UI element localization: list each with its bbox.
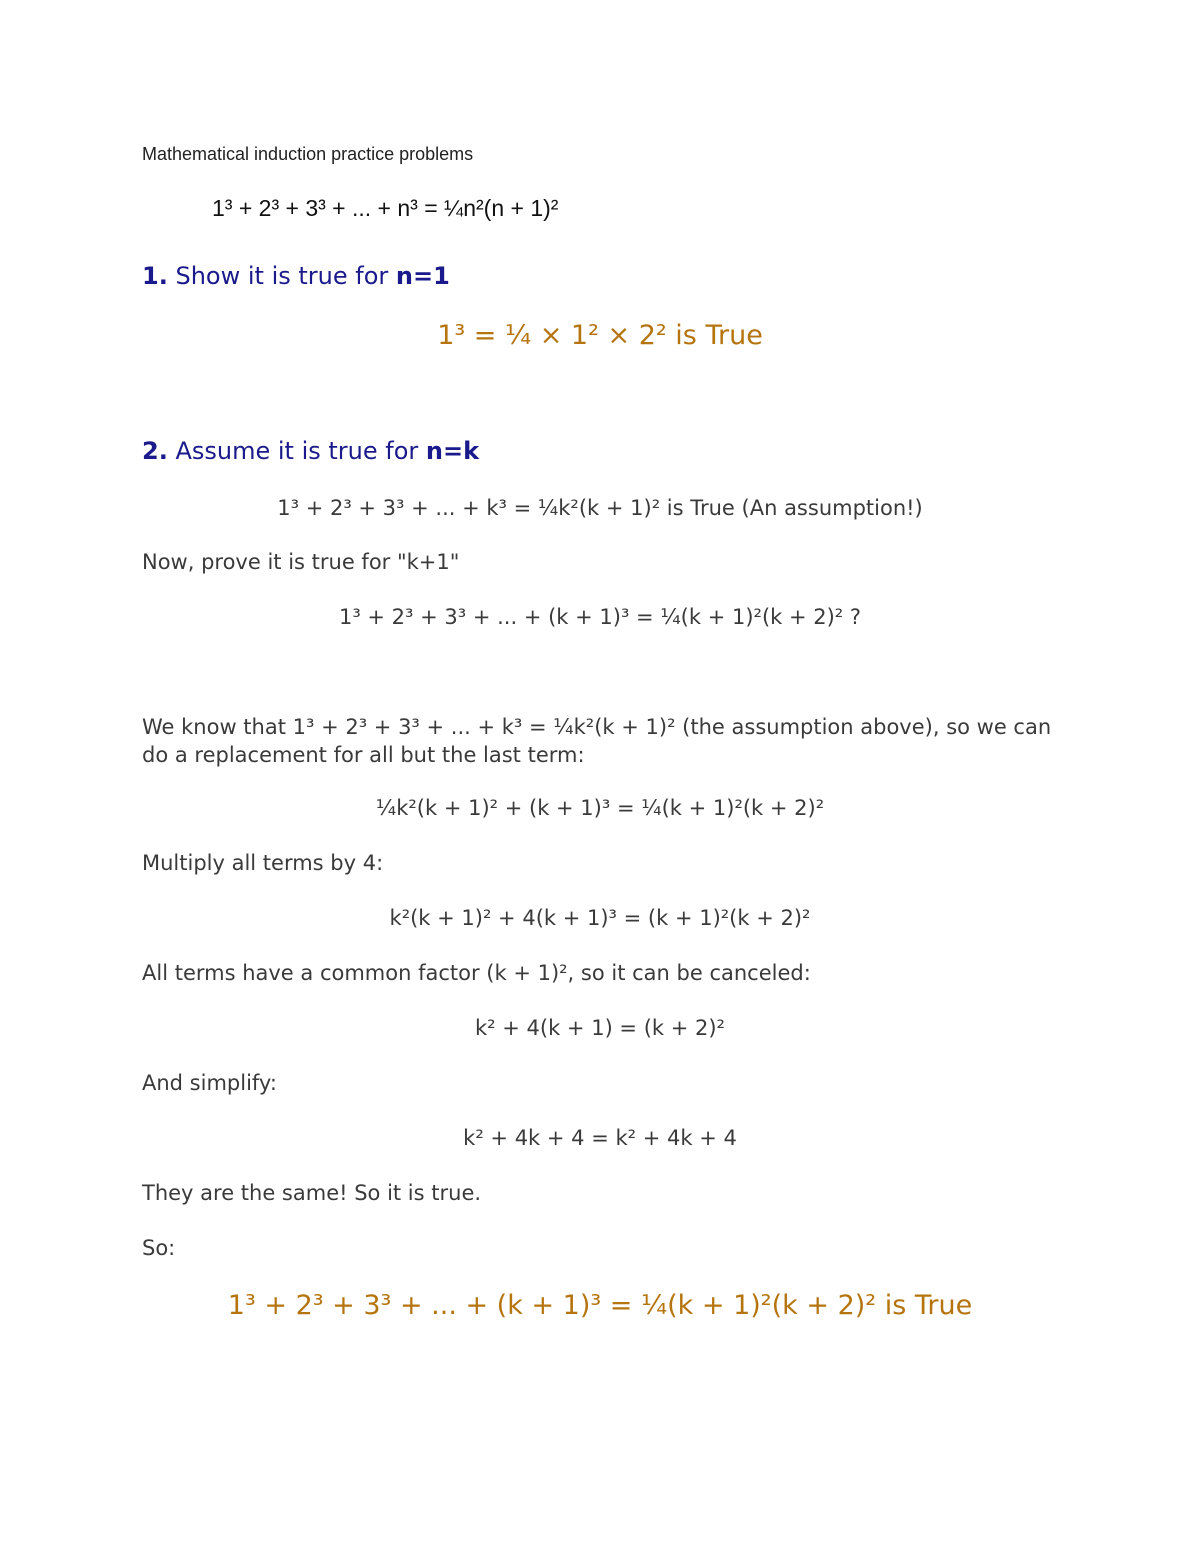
step-1-variable: n=1 [395,262,450,290]
step-1-number: 1. [142,262,168,290]
document-title: Mathematical induction practice problems [142,144,474,164]
step-1-heading [142,262,450,291]
multiply-intro-text: Multiply all terms by 4: [142,851,384,875]
so-label: So: [142,1236,176,1260]
multiplied-equation: k²(k + 1)² + 4(k + 1)³ = (k + 1)²(k + 2)² [389,906,811,930]
assumption-equation: 1³ + 2³ + 3³ + ... + k³ = ¼k²(k + 1)² is True (An assumption!) [277,496,923,520]
step-2-heading [142,437,479,466]
final-result: 1³ + 2³ + 3³ + ... + (k + 1)³ = ¼(k + 1)²(k + 2)² is True [227,1290,973,1321]
step-2-text: Assume it is true for [175,437,419,465]
step-2-variable: n=k [425,437,480,465]
replacement-equation: ¼k²(k + 1)² + (k + 1)³ = ¼(k + 1)²(k + 2)² [375,796,825,820]
simplify-intro-text: And simplify: [142,1071,277,1095]
we-know-paragraph: We know that 1³ + 2³ + 3³ + ... + k³ = ¼k²(k + 1)² (the assumption above), so we can do a replacement for all but the last term: [142,715,1052,767]
step-1-result: 1³ = ¼ × 1² × 2² is True [437,320,763,351]
main-formula: 1³ + 2³ + 3³ + ... + n³ = ¼n²(n + 1)² [212,195,559,221]
prove-target-equation: 1³ + 2³ + 3³ + ... + (k + 1)³ = ¼(k + 1)²(k + 2)² ? [338,605,862,629]
step-1-text: Show it is true for [175,262,389,290]
same-conclusion-text: They are the same! So it is true. [142,1181,482,1205]
cancel-intro-text: All terms have a common factor (k + 1)², so it can be canceled: [142,961,811,985]
simplified-equation: k² + 4k + 4 = k² + 4k + 4 [463,1126,737,1150]
step-2-number: 2. [142,437,168,465]
canceled-equation: k² + 4(k + 1) = (k + 2)² [475,1016,725,1040]
prove-intro-text: Now, prove it is true for "k+1" [142,550,460,574]
